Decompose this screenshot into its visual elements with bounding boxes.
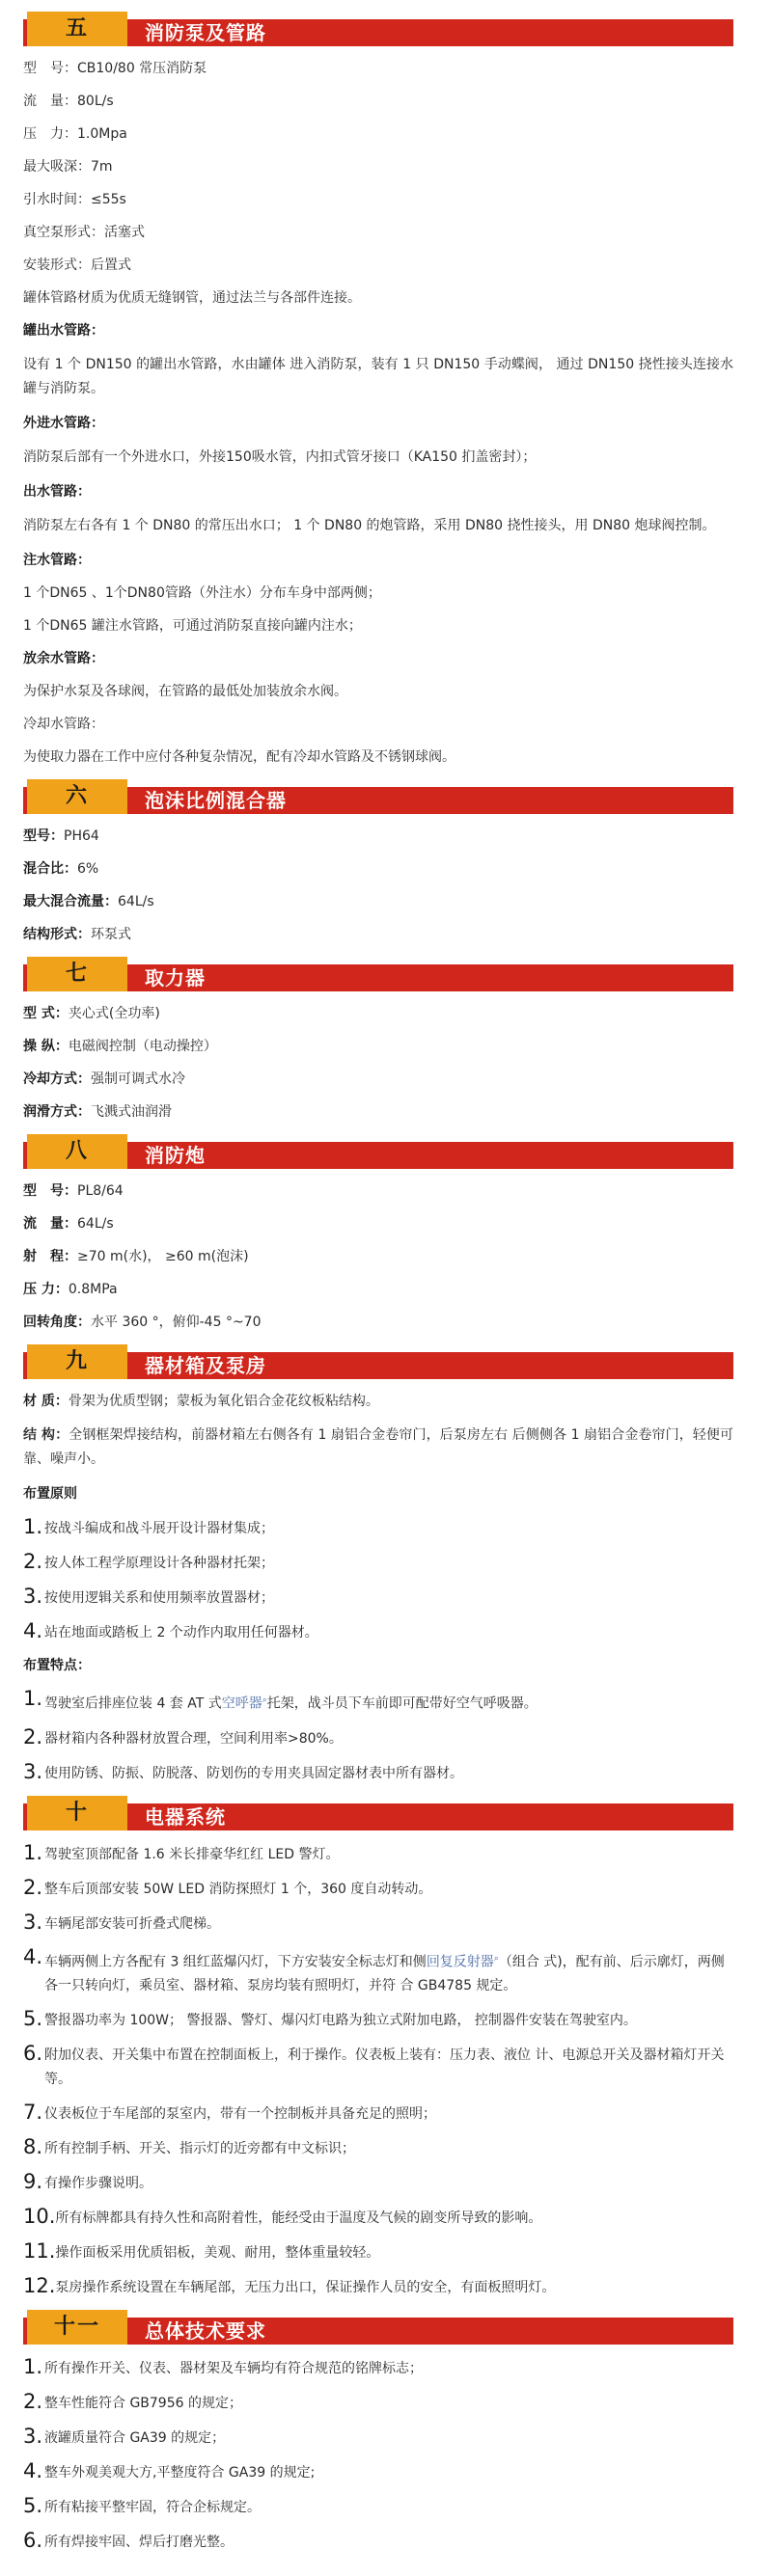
section-number: 八 <box>27 1134 127 1169</box>
section-number: 六 <box>27 779 127 814</box>
header-bar <box>23 787 733 814</box>
pto-type: 型 式：夹心式(全功率) <box>23 1006 160 1021</box>
drain-heading: 放余水管路： <box>23 651 104 666</box>
header-bar <box>23 2318 733 2345</box>
requirements-list <box>23 2350 772 2559</box>
pump-model: 型 号：CB10/80 常压消防泵 <box>23 61 207 76</box>
list-item: 9. 有操作步骤说明。 <box>23 2170 152 2194</box>
layout-principles-heading: 布置原则 <box>23 1486 77 1502</box>
pipe-material: 罐体管路材质为优质无缝钢管，通过法兰与各部件连接。 <box>23 290 361 306</box>
list-item: 11. 操作面板采用优质铝板，美观、耐用，整体重量较轻。 <box>23 2239 380 2264</box>
section-number: 九 <box>27 1344 127 1379</box>
list-item: 8. 所有控制手柄、开关、指示灯的近旁都有中文标识； <box>23 2135 355 2159</box>
list-item: 2. 整车性能符合 GB7956 的规定； <box>23 2390 242 2414</box>
monitor-angle: 回转角度：水平 360 °，俯仰-45 °~70 <box>23 1315 262 1330</box>
header-bar <box>23 19 733 46</box>
mixer-structure: 结构形式：环泵式 <box>23 927 131 942</box>
list-item: 1. 所有操作开关、仪表、器材架及车辆均有符合规范的铭牌标志； <box>23 2355 423 2379</box>
install-type: 安装形式：后置式 <box>23 258 131 273</box>
monitor-flow: 流 量：64L/s <box>23 1216 114 1232</box>
list-item: 3. 车辆尾部安装可折叠式爬梯。 <box>23 1910 220 1934</box>
mixer-ratio: 混合比：6% <box>23 861 99 877</box>
external-inlet-heading: 外进水管路： <box>23 416 104 431</box>
pump-flow: 流 量：80L/s <box>23 94 114 109</box>
injection-heading: 注水管路： <box>23 553 91 568</box>
list-item: 1. 驾驶室顶部配备 1.6 米长排豪华红红 LED 警灯。 <box>23 1840 340 1864</box>
section-title: 总体技术要求 <box>145 2319 266 2344</box>
body-structure: 结 构：全钢框架焊接结构，前器材箱左右侧各有 1 扇铝合金卷帘门，后泵房左右 后侧侧各 1 扇铝合金卷帘门，轻便可靠、噪声小。 <box>23 1427 733 1467</box>
section-header-7 <box>23 957 733 991</box>
list-item: 1. 按战斗编成和战斗展开设计器材集成； <box>23 1515 274 1538</box>
list-item: 3. 使用防锈、防振、防脱落、防划伤的专用夹具固定器材表中所有器材。 <box>23 1759 463 1783</box>
section-number: 十一 <box>27 2310 127 2345</box>
list-item: 3. 按使用逻辑关系和使用频率放置器材； <box>23 1585 274 1608</box>
outlet-text: 消防泵左右各有 1 个 DN80 的常压出水口； 1 个 DN80 的炮管路，采用 DN80 挠性接头，用 DN80 炮球阀控制。 <box>23 518 716 533</box>
section-number: 五 <box>27 12 127 46</box>
section-header-5 <box>23 12 733 46</box>
section-title: 器材箱及泵房 <box>145 1354 266 1377</box>
list-item: 5. 所有粘接平整牢固，符合企标规定。 <box>23 2494 261 2518</box>
drain-text: 为保护水泵及各球阀，在管路的最低处加装放余水阀。 <box>23 684 347 699</box>
pto-control: 操 纵：电磁阀控制（电动操控） <box>23 1039 217 1054</box>
header-bar <box>23 1142 733 1169</box>
monitor-pressure: 压 力：0.8MPa <box>23 1282 118 1297</box>
external-inlet-text: 消防泵后部有一个外进水口，外接150吸水管，内扣式管牙接口（KA150 扪盖密封）； <box>23 449 537 465</box>
body-material: 材 质：骨架为优质型钢；蒙板为氧化铝合金花纹板粘结构。 <box>23 1394 379 1409</box>
section-number: 七 <box>27 957 127 991</box>
section-header-9 <box>23 1344 733 1379</box>
retroreflector-link[interactable]: 回复反射器 <box>426 1954 494 1970</box>
list-item: 4. 整车外观美观大方,平整度符合 GA39 的规定; <box>23 2459 316 2483</box>
section-header-8 <box>23 1134 733 1169</box>
injection-line-2: 1 个DN65 罐注水管路，可通过消防泵直接向罐内注水； <box>23 618 362 634</box>
list-item: 4. 车辆两侧上方各配有 3 组红蓝爆闪灯，下方安装安全标志灯和侧回复反射器⌕（组合 式)，配有前、后示廓灯，两侧各一只转向灯，乘员室、器材箱、泵房均装有照明灯，并符 合 GB4785 规定。 <box>23 1944 725 1994</box>
cooling-text: 为使取力器在工作中应付各种复杂情况，配有冷却水管路及不锈钢球阀。 <box>23 749 455 765</box>
outlet-heading: 出水管路： <box>23 484 91 500</box>
breathing-apparatus-link[interactable]: 空呼器 <box>221 1695 262 1712</box>
header-bar <box>23 964 733 991</box>
list-item: 1. 驾驶室后排座位装 4 套 AT 式空呼器⌕托架，战斗员下车前即可配带好空气呼吸器。 <box>23 1687 538 1712</box>
injection-line-1: 1 个DN65 、1个DN80管路（外注水）分布车身中部两侧； <box>23 585 381 601</box>
monitor-model: 型 号：PL8/64 <box>23 1183 124 1199</box>
list-item: 3. 液罐质量符合 GA39 的规定； <box>23 2425 226 2449</box>
list-item: 10. 所有标牌都具有持久性和高附着性，能经受由于温度及气候的剧变所导致的影响。 <box>23 2205 542 2229</box>
section-title: 消防炮 <box>145 1144 206 1167</box>
pump-prime-time: 引水时间：≤55s <box>23 192 126 207</box>
pump-pressure: 压 力：1.0Mpa <box>23 126 127 142</box>
section-header-11 <box>23 2310 733 2345</box>
list-item: 2. 整车后顶部安装 50W LED 消防探照灯 1 个，360 度自动转动。 <box>23 1875 432 1899</box>
section-header-6 <box>23 779 733 814</box>
section-number: 十 <box>27 1796 127 1830</box>
section-title: 消防泵及管路 <box>145 21 266 44</box>
section-header-10 <box>23 1796 733 1830</box>
list-item: 6. 附加仪表、开关集中布置在控制面板上，利于操作。仪表板上装有：压力表、液位 计、电源总开关及器材箱灯开关等。 <box>23 2042 725 2088</box>
monitor-range: 射 程：≥70 m(水)， ≥60 m(泡沫) <box>23 1249 249 1264</box>
pump-suction: 最大吸深：7m <box>23 159 113 175</box>
electrical-list <box>23 1836 772 2305</box>
search-icon[interactable]: ⌕ <box>262 1695 267 1705</box>
list-item: 6. 所有焊接牢固、焊后打磨光整。 <box>23 2529 234 2553</box>
search-icon[interactable]: ⌕ <box>493 1953 499 1964</box>
layout-features-heading: 布置特点： <box>23 1658 91 1673</box>
header-bar <box>23 1803 733 1830</box>
list-item: 5. 警报器功率为 100W； 警报器、警灯、爆闪灯电路为独立式附加电路， 控制器件安装在驾驶室内。 <box>23 2007 637 2031</box>
pto-lubrication: 润滑方式：飞溅式油润滑 <box>23 1104 172 1120</box>
pto-cooling: 冷却方式：强制可调式水冷 <box>23 1071 185 1087</box>
cooling-heading: 冷却水管路： <box>23 717 104 732</box>
layout-principles-list <box>23 1510 772 1649</box>
mixer-flow: 最大混合流量：64L/s <box>23 894 154 909</box>
list-item: 2. 器材箱内各种器材放置合理，空间利用率>80%。 <box>23 1724 343 1749</box>
list-item: 7. 仪表板位于车尾部的泵室内，带有一个控制板并具备充足的照明； <box>23 2101 436 2125</box>
list-item: 4. 站在地面或踏板上 2 个动作内取用任何器材。 <box>23 1619 318 1642</box>
list-item: 12. 泵房操作系统设置在车辆尾部，无压力出口，保证操作人员的安全，有面板照明灯。 <box>23 2274 556 2298</box>
tank-outlet-heading: 罐出水管路： <box>23 323 104 339</box>
header-bar <box>23 1352 733 1379</box>
tank-outlet-text: 设有 1 个 DN150 的罐出水管路，水由罐体 进入消防泵，装有 1 只 DN150 手动蝶阀， 通过 DN150 挠性接头连接水罐与消防泵。 <box>23 357 733 396</box>
mixer-model: 型号：PH64 <box>23 828 99 844</box>
vacuum-pump-type: 真空泵形式：活塞式 <box>23 225 145 240</box>
section-title: 泡沫比例混合器 <box>145 789 287 812</box>
list-item: 2. 按人体工程学原理设计各种器材托架； <box>23 1550 274 1573</box>
section-title: 电器系统 <box>145 1804 226 1829</box>
section-title: 取力器 <box>145 966 206 990</box>
